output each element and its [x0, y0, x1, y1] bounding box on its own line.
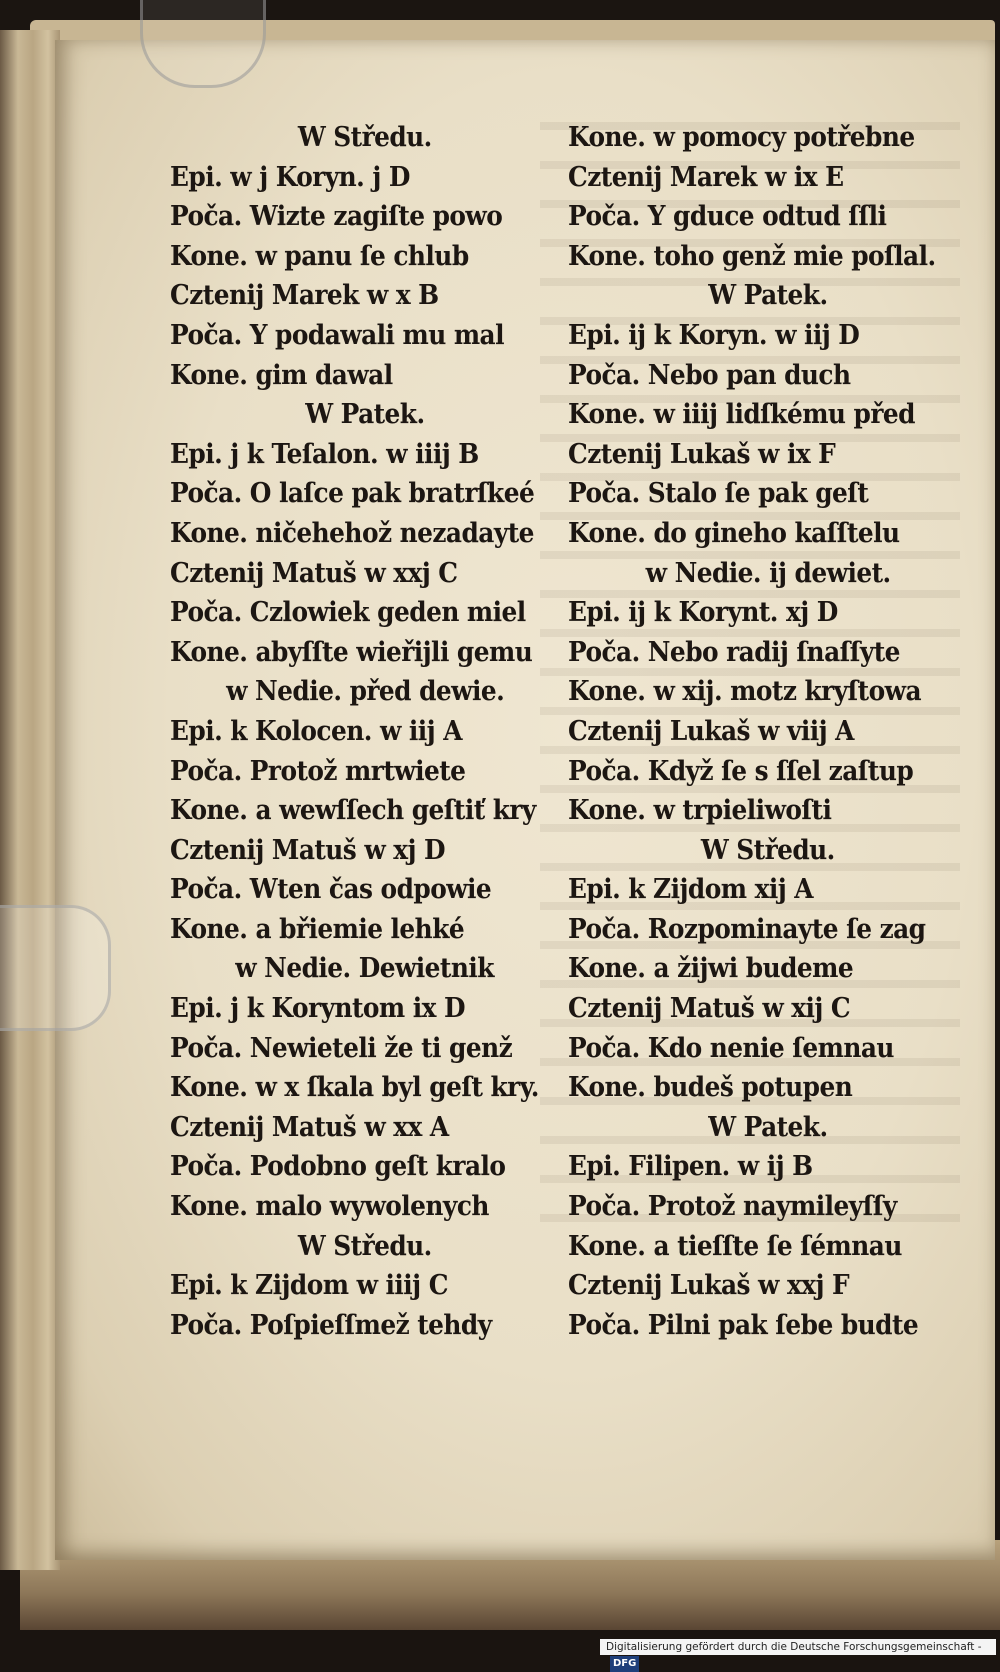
heading-text: w Nedie. před dewie.: [225, 676, 505, 708]
section-heading: [568, 831, 968, 871]
text-line: Poča. Rozpominayte ſe zag: [568, 913, 926, 945]
text-line: Epi. ij k Koryn. w iij D: [568, 319, 860, 351]
right-column: [568, 118, 968, 1345]
text-line: Kone. ničehehož nezadayte: [170, 517, 534, 549]
text-line: Epi. Filipen. w ij B: [568, 1151, 813, 1183]
text-line: Poča. Newieteli že ti genž: [170, 1032, 513, 1064]
heading-text: w Nedie. Dewietnik: [235, 953, 495, 985]
text-line: Kone. do gineho kaſſtelu: [568, 517, 900, 549]
text-line: Kone. a tieſſte ſe ſémnau: [568, 1230, 902, 1262]
section-heading: [568, 276, 968, 316]
left-column: [170, 118, 560, 1345]
section-heading: [170, 395, 560, 435]
heading-text: W Středu.: [701, 834, 835, 866]
heading-text: W Středu.: [298, 122, 432, 153]
text-line: Poča. Y gduce odtud ſſli: [568, 201, 887, 233]
text-line: Cztenij Matuš w xj D: [170, 834, 446, 866]
text-line: Kone. malo wywolenych: [170, 1191, 489, 1223]
section-heading: [170, 949, 560, 989]
text-line: Poča. Podobno geſt kralo: [170, 1151, 506, 1183]
text-line: Cztenij Lukaš w viij A: [568, 715, 854, 747]
text-line: Poča. Nebo radij ſnaſſyte: [568, 636, 900, 668]
text-line: Epi. w j Koryn. j D: [170, 161, 410, 193]
heading-text: W Středu.: [298, 1230, 432, 1262]
text-line: Epi. j k Teſalon. w iiij B: [170, 438, 479, 470]
text-line: Epi. j k Koryntom ix D: [170, 993, 465, 1025]
text-line: Poča. Poſpieſſmež tehdy: [170, 1309, 492, 1341]
credit-text: Digitalisierung gefördert durch die Deutsche Forschungsgemeinschaft -: [606, 1641, 982, 1653]
section-heading: [170, 118, 560, 158]
heading-text: W Patek.: [305, 399, 425, 431]
text-line: Poča. Y podawali mu mal: [170, 319, 504, 351]
text-line: Cztenij Matuš w xx A: [170, 1111, 449, 1143]
text-line: Kone. w x ſkala byl geſt kry.: [170, 1072, 539, 1104]
text-line: Poča. Stalo ſe pak geſt: [568, 478, 869, 510]
text-line: Kone. toho genž mie poſlal.: [568, 240, 936, 272]
text-line: Epi. ij k Korynt. xj D: [568, 597, 838, 629]
text-line: Epi. k Zijdom xij A: [568, 874, 813, 906]
text-line: Poča. Protož naymileyſſy: [568, 1191, 897, 1223]
text-line: Cztenij Matuš w xij C: [568, 993, 851, 1025]
text-line: Epi. k Kolocen. w iij A: [170, 715, 462, 747]
text-line: Kone. w panu ſe chlub: [170, 240, 469, 272]
heading-text: W Patek.: [708, 280, 828, 312]
text-line: Kone. abyſſte wieřijli gemu: [170, 636, 533, 668]
text-line: Kone. budeš potupen: [568, 1072, 853, 1104]
digitization-credit: [600, 1639, 996, 1669]
text-line: Poča. Kdo nenie ſemnau: [568, 1032, 894, 1064]
text-line: Kone. w iiij lidſkému před: [568, 399, 915, 431]
text-line: Kone. w pomocy potřebne: [568, 122, 915, 153]
text-line: Kone. a žijwi budeme: [568, 953, 854, 985]
section-heading: [170, 672, 560, 712]
section-heading: [568, 1108, 968, 1148]
text-line: Cztenij Marek w x B: [170, 280, 439, 312]
heading-text: W Patek.: [708, 1111, 828, 1143]
text-line: Poča. Pilni pak ſebe budte: [568, 1309, 919, 1341]
dfg-logo: DFG: [610, 1656, 639, 1672]
heading-text: w Nedie. ij dewiet.: [645, 557, 891, 589]
text-line: Poča. Wizte zagiſte powo: [170, 201, 503, 233]
text-line: Cztenij Matuš w xxj C: [170, 557, 458, 589]
page-edges-left: [0, 30, 60, 1570]
section-heading: [568, 554, 968, 594]
text-line: Cztenij Marek w ix E: [568, 161, 844, 193]
text-line: Poča. Wten čas odpowie: [170, 874, 492, 906]
text-line: Kone. a břiemie lehké: [170, 913, 465, 945]
text-line: Poča. O laſce pak bratrſkeé: [170, 478, 535, 510]
page-clip-left: [0, 905, 111, 1031]
text-line: Kone. w trpieliwoſti: [568, 795, 832, 827]
text-line: Cztenij Lukaš w xxj F: [568, 1270, 850, 1302]
text-line: Poča. Když ſe s ſſel zaſtup: [568, 755, 914, 787]
text-line: Kone. a wewſſech geſtiť kry: [170, 795, 536, 827]
text-line: Kone. gim dawal: [170, 359, 393, 391]
text-line: Kone. w xij. motz kryſtowa: [568, 676, 922, 708]
text-line: Cztenij Lukaš w ix F: [568, 438, 836, 470]
section-heading: [170, 1227, 560, 1267]
text-line: Poča. Czlowiek geden miel: [170, 597, 526, 629]
text-line: Poča. Protož mrtwiete: [170, 755, 466, 787]
text-line: Poča. Nebo pan duch: [568, 359, 851, 391]
text-line: Epi. k Zijdom w iiij C: [170, 1270, 448, 1302]
